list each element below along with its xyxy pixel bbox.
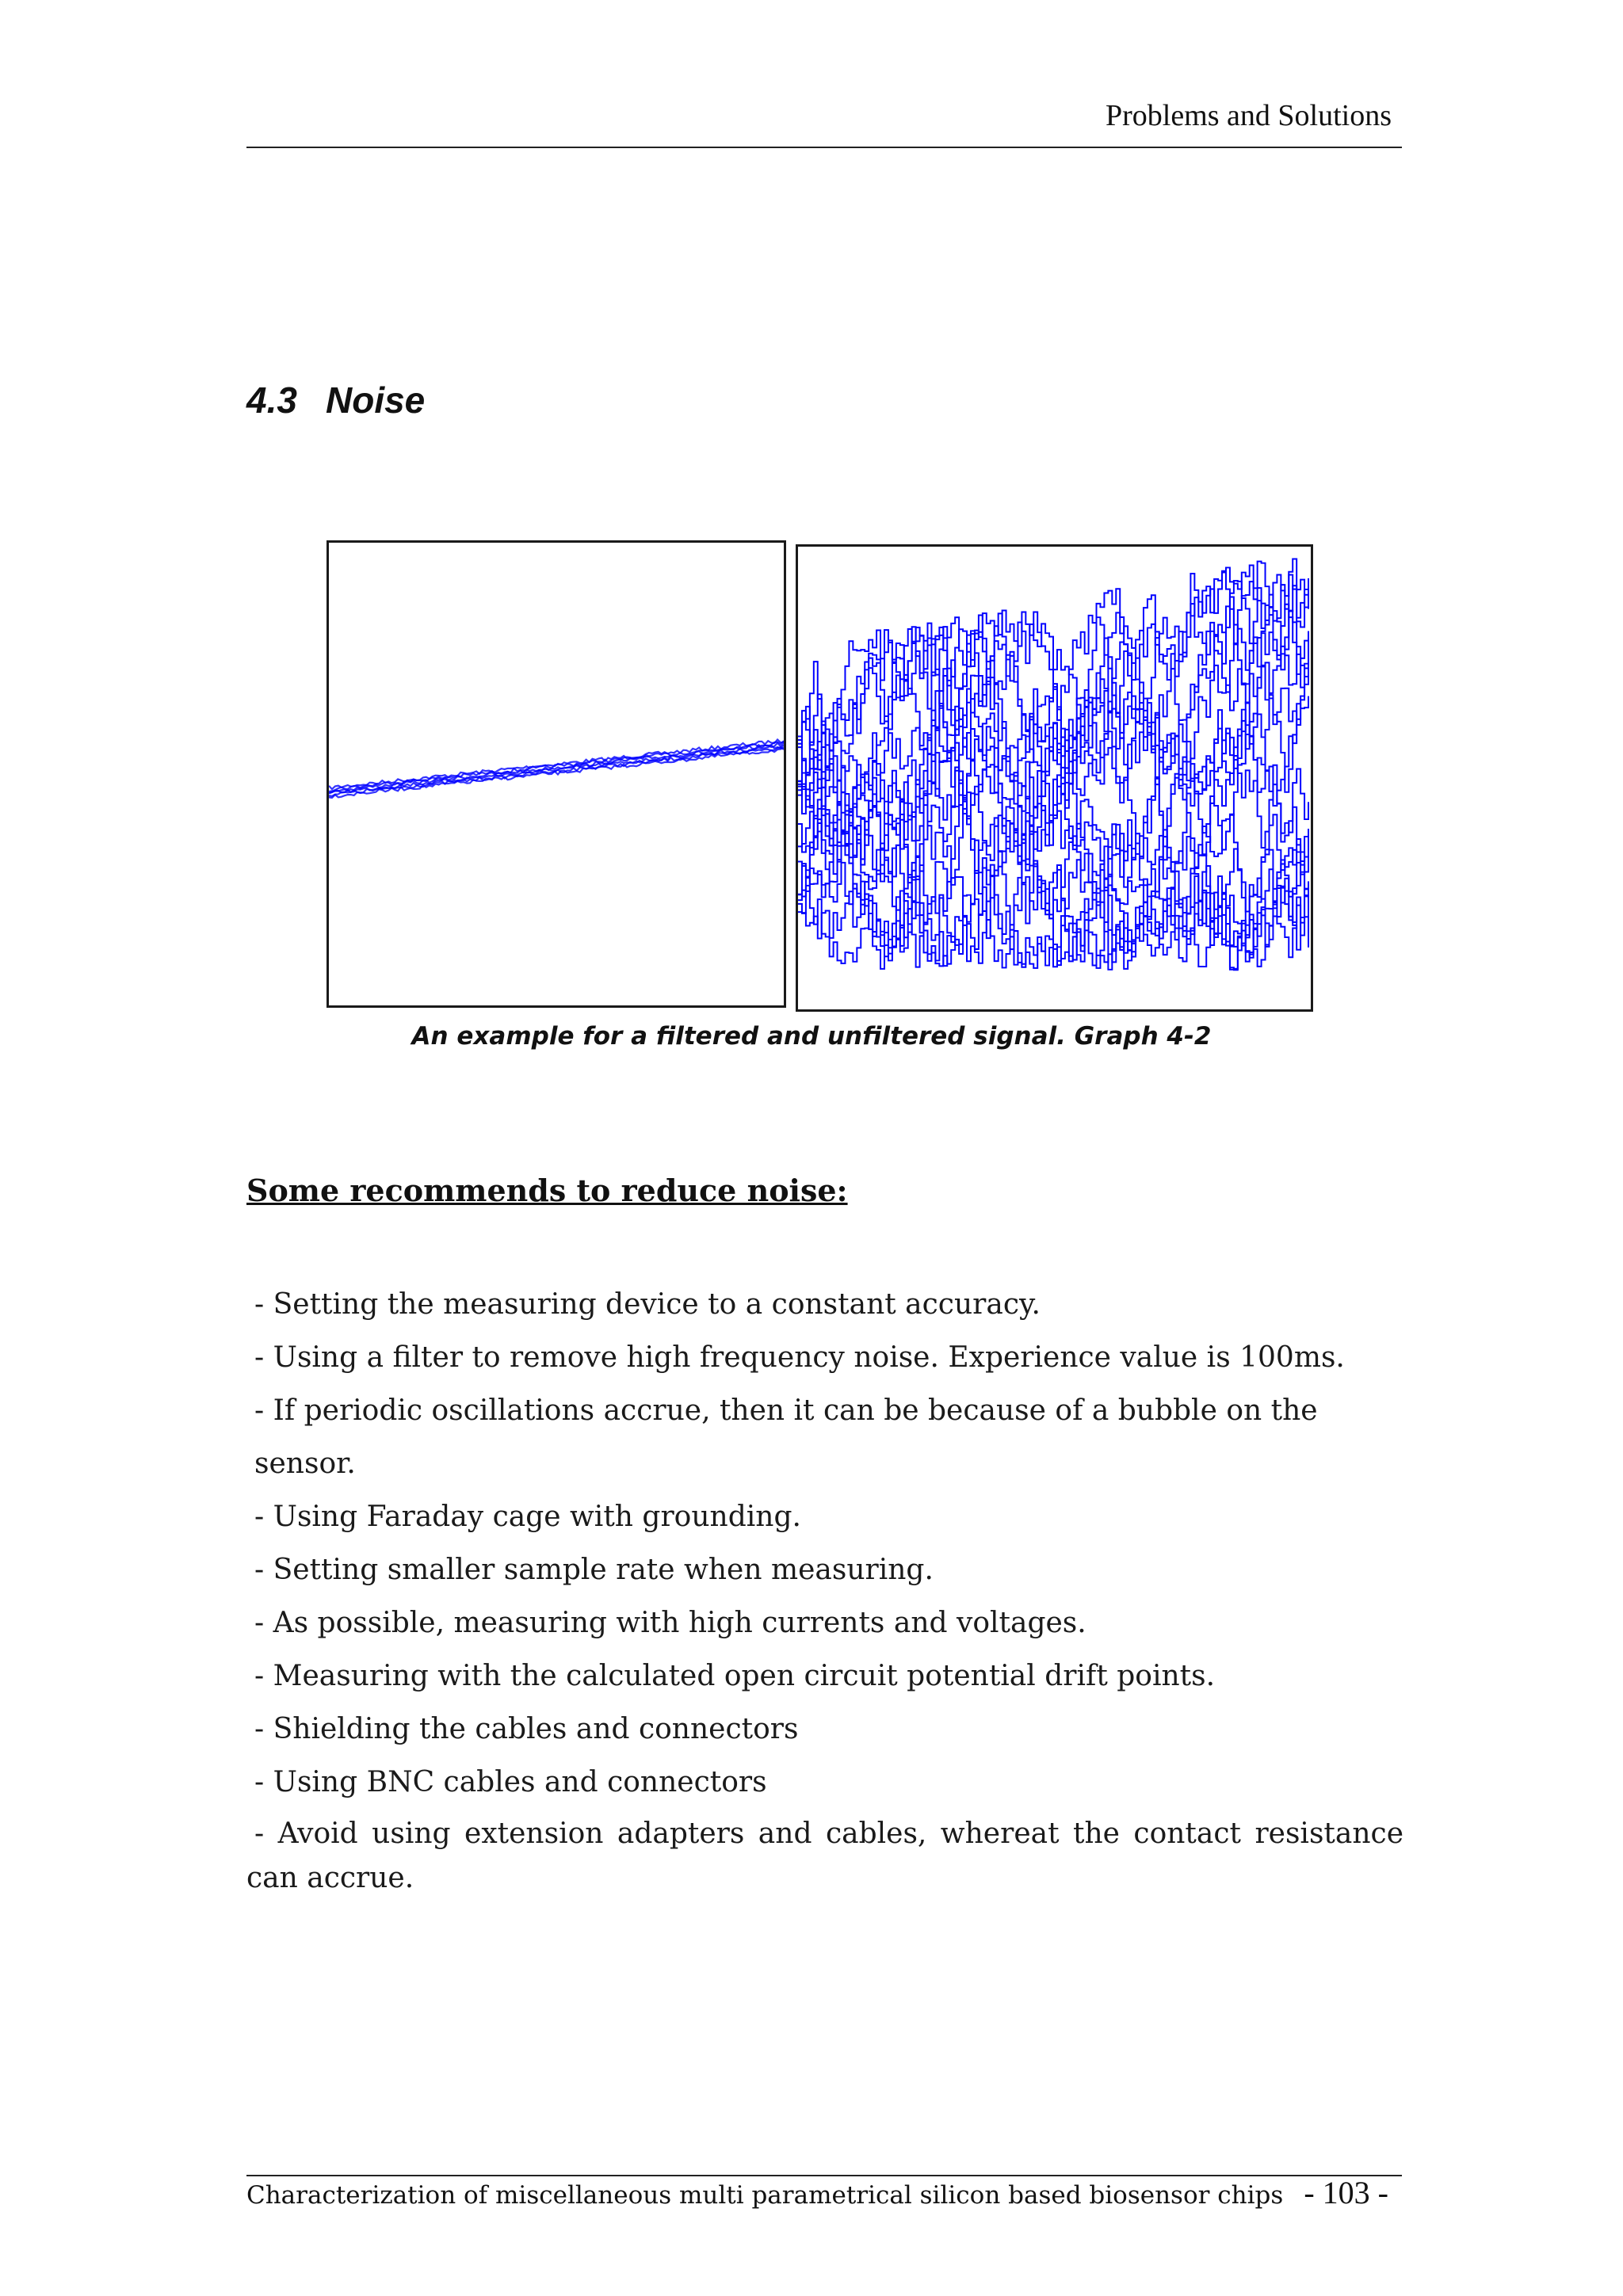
filtered-trace-line xyxy=(329,747,784,798)
figure-caption: An example for a filtered and unfiltered signal. Graph 4-2 xyxy=(411,1022,1212,1051)
list-item: - If periodic oscillations accrue, then it can be because of a bubble on the sensor. xyxy=(254,1394,1318,1480)
list-item: - Measuring with the calculated open circuit potential drift points. xyxy=(254,1660,1216,1692)
footer-title: Characterization of miscellaneous multi parametrical silicon based biosensor chips xyxy=(246,2181,1284,2210)
filtered-trace-line xyxy=(329,743,784,793)
recommendations-heading: Some recommends to reduce noise: xyxy=(246,1173,848,1208)
list-item: - As possible, measuring with high currents and voltages. xyxy=(254,1607,1086,1639)
recommendations-list xyxy=(246,1278,1403,1901)
list-item: - Using a filter to remove high frequency noise. Experience value is 100ms. xyxy=(254,1341,1345,1374)
unfiltered-signal-image xyxy=(796,544,1313,1012)
running-header: Problems and Solutions xyxy=(1105,99,1392,132)
list-item: - Shielding the cables and connectors xyxy=(254,1713,799,1745)
list-item: - Setting smaller sample rate when measuring. xyxy=(254,1554,934,1586)
section-heading xyxy=(246,379,425,421)
signal-figure xyxy=(327,540,1313,1012)
footer-rule xyxy=(246,2175,1402,2176)
page-number: - 103 - xyxy=(1304,2175,1388,2210)
filtered-trace-line xyxy=(329,745,784,793)
filtered-signal-image xyxy=(327,540,786,1008)
list-item: - Setting the measuring device to a constant accuracy. xyxy=(254,1288,1041,1321)
filtered-signal-trace xyxy=(329,543,784,1005)
list-item: - Using BNC cables and connectors xyxy=(254,1766,767,1798)
header-rule xyxy=(246,147,1402,148)
section-number: 4.3 xyxy=(246,379,297,421)
list-item: - Using Faraday cage with grounding. xyxy=(254,1501,801,1533)
section-title: Noise xyxy=(326,379,426,421)
list-item: - Avoid using extension adapters and cables, whereat the contact resistance can accrue. xyxy=(246,1817,1403,1894)
unfiltered-signal-trace xyxy=(798,547,1311,1009)
